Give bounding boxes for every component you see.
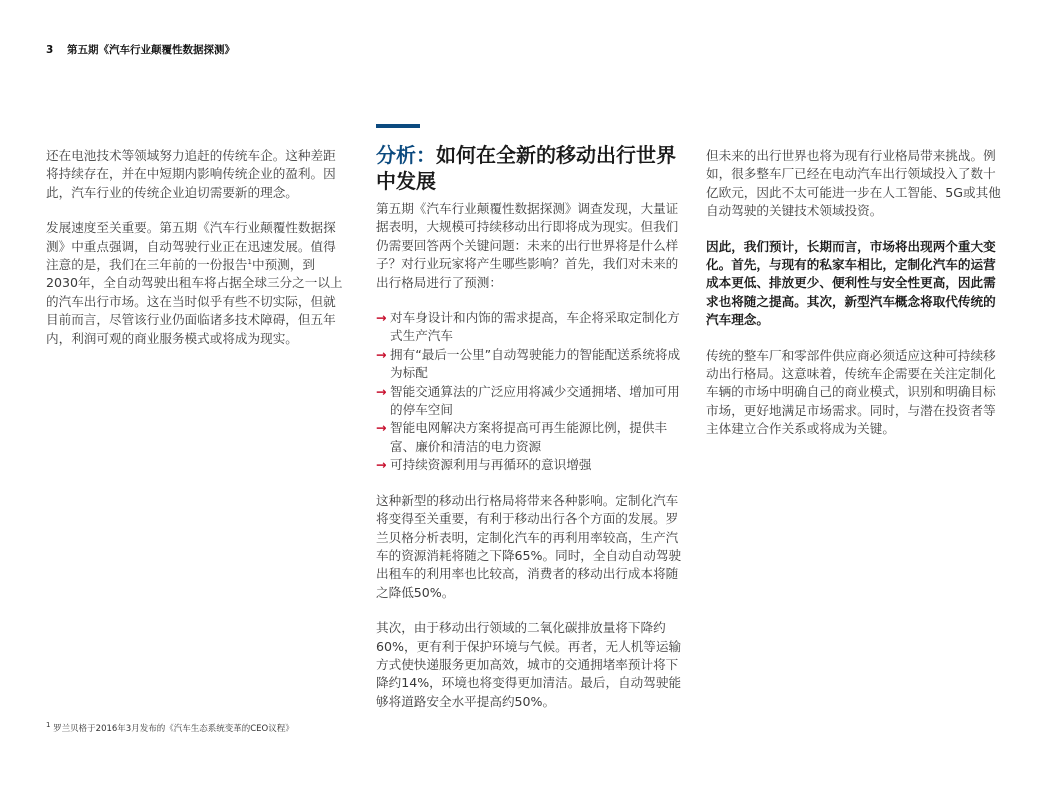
list-item	[376, 383, 688, 420]
column-middle	[376, 124, 688, 711]
page-number: 3	[46, 44, 54, 56]
list-item-text: 智能电网解决方案将提高可再生能源比例，提供丰富、廉价和清洁的电力资源	[390, 420, 668, 454]
footnote-ref: 1	[247, 257, 252, 266]
list-item	[376, 419, 688, 456]
list-item	[376, 309, 688, 346]
list-item-text: 拥有“最后一公里”自动驾驶能力的智能配送系统将成为标配	[390, 346, 681, 381]
paragraph	[46, 219, 346, 348]
column-left	[46, 147, 346, 348]
list-item	[376, 456, 688, 474]
section-title-rest: 如何在全新的移动出行世界中发展	[376, 143, 676, 193]
list-item-text: 对车身设计和内饰的需求提高，车企将采取定制化方式生产汽车	[390, 310, 680, 344]
list-item-text: 智能交通算法的广泛应用将减少交通拥堵、增加可用的停车空间	[390, 383, 680, 418]
section-title	[376, 142, 688, 194]
arrow-right-icon: →	[376, 420, 387, 436]
paragraph: 这种新型的移动出行格局将带来各种影响。定制化汽车将变得至关重要，有利于移动出行各个方面的发展。罗兰贝格分析表明，定制化汽车的再利用率较高，生产汽车的资源消耗将随之下降65%。同时，全自动自动驾驶出租车的利用率也比较高，消费者的移动出行成本将随之降低50%。	[376, 492, 682, 600]
page-header	[46, 42, 235, 57]
paragraph-text: 中预测，到2030年，全自动驾驶出租车将占据全球三分之一以上的汽车出行市场。这在当时似乎有些不切实际，但就目前而言，尽管该行业仍面临诸多技术障碍，但五年内，利润可观的商业服务模式或将成为现实。	[46, 257, 343, 346]
list-item	[376, 346, 688, 383]
paragraph: 但未来的出行世界也将为现有行业格局带来挑战。例如，很多整车厂已经在电动汽车出行领域投入了数十亿欧元，因此不太可能进一步在人工智能、5G或其他自动驾驶的关键技术领域投资。	[706, 148, 1001, 219]
arrow-right-icon: →	[376, 383, 387, 399]
section-accent-bar	[376, 124, 420, 128]
arrow-right-icon: →	[376, 346, 387, 362]
paragraph: 其次，由于移动出行领域的二氧化碳排放量将下降约60%，更有利于保护环境与气候。再者，无人机等运输方式使快递服务更加高效，城市的交通拥堵率预计将下降约14%，环境也将变得更加清洁。最后，自动驾驶能够将道路安全水平提高约50%。	[376, 620, 682, 709]
highlight-paragraph: 因此，我们预计，长期而言，市场将出现两个重大变化。首先，与现有的私家车相比，定制化汽车的运营成本更低、排放更少、便利性与安全性更高，因此需求也将随之提高。其次，新型汽车概念将取代传统的汽车理念。	[706, 238, 996, 328]
intro-paragraph: 第五期《汽车行业颠覆性数据探测》调查发现，大量证据表明，大规模可持续移动出行即将成为现实。但我们仍需要回答两个关键问题：未来的出行世界将是什么样子？对行业玩家将产生哪些影响？首先，我们对未来的出行格局进行了预测：	[376, 201, 679, 290]
section-title-lead: 分析：	[376, 143, 436, 167]
paragraph: 还在电池技术等领域努力追赶的传统车企。这种差距将持续存在，并在中短期内影响传统企业的盈利。因此，汽车行业的传统企业迫切需要新的理念。	[46, 148, 336, 200]
paragraph-text: 发展速度至关重要。第五期《汽车行业颠覆性数据探测》中重点强调，自动驾驶行业正在迅速发展。值得注意的是，我们在三年前的一份报告	[46, 220, 336, 273]
footnote-text: 罗兰贝格于2016年3月发布的《汽车生态系统变革的CEO议程》	[53, 724, 294, 734]
paragraph: 传统的整车厂和零部件供应商必须适应这种可持续移动出行格局。这意味着，传统车企需要在关注定制化车辆的市场中明确自己的商业模式，识别和明确目标市场，更好地满足市场需求。同时，与潜在投资者等主体建立合作关系或将成为关键。	[706, 347, 996, 437]
footnote-marker: 1	[46, 721, 51, 730]
footnote	[46, 722, 294, 734]
column-right	[706, 147, 1006, 439]
list-item-text: 可持续资源利用与再循环的意识增强	[390, 457, 592, 473]
publication-title: 第五期《汽车行业颠覆性数据探测》	[66, 44, 235, 56]
arrow-right-icon: →	[376, 310, 387, 326]
prediction-list	[376, 309, 688, 475]
arrow-right-icon: →	[376, 457, 387, 473]
